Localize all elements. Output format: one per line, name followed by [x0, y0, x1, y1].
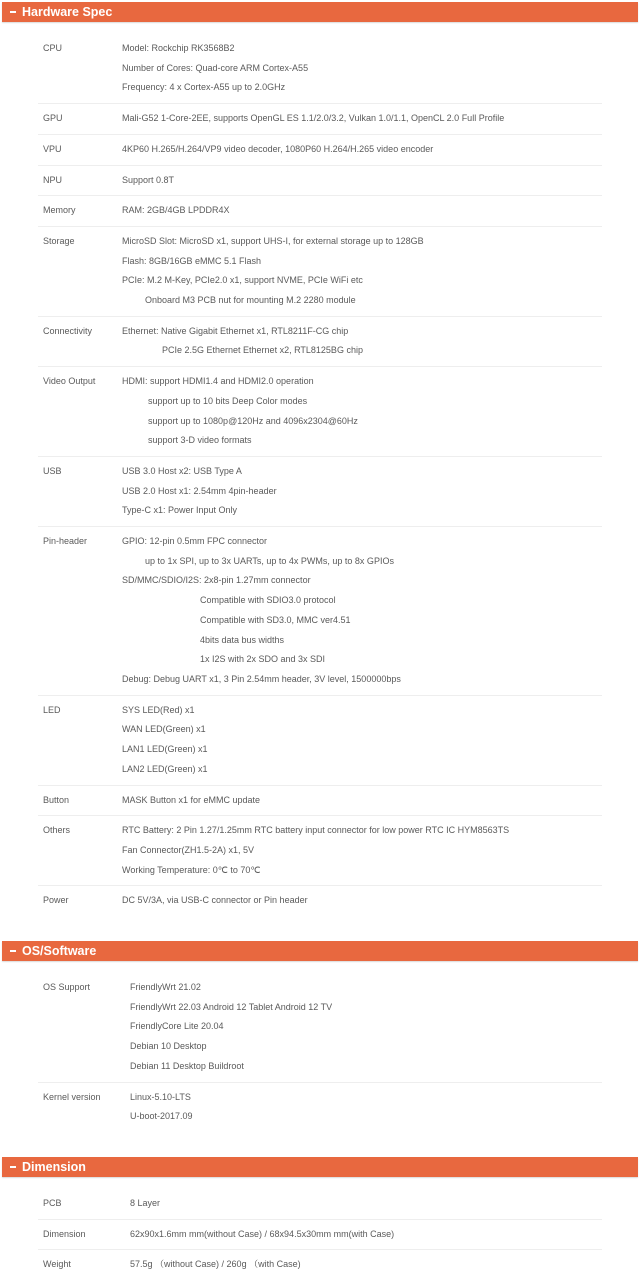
spec-values — [122, 140, 602, 160]
spec-value-line: U-boot-2017.09 — [130, 1111, 193, 1122]
spec-value-line: Debian 11 Desktop Buildroot — [130, 1060, 244, 1071]
spec-value-line: PCIe: M.2 M-Key, PCIe2.0 x1, support NVME, PCIe WiFi etc — [122, 275, 363, 286]
spec-label: Button — [43, 794, 70, 805]
spec-label: OS Support — [43, 982, 91, 993]
spec-values — [130, 1088, 602, 1127]
spec-row-storage — [38, 226, 602, 316]
spec-row-vpu — [38, 134, 602, 165]
spec-value-line: HDMI: support HDMI1.4 and HDMI2.0 operation — [122, 376, 314, 387]
spec-label: Others — [43, 825, 71, 836]
section-os-software — [0, 941, 640, 1132]
spec-label: Connectivity — [43, 325, 93, 336]
spec-value-line: Frequency: 4 x Cortex-A55 up to 2.0GHz — [122, 82, 286, 93]
spec-value-line: 4bits data bus widths — [200, 634, 285, 645]
spec-value-line: LAN1 LED(Green) x1 — [122, 744, 208, 755]
spec-value-line: support up to 10 bits Deep Color modes — [148, 395, 308, 406]
spec-page — [0, 2, 640, 1280]
spec-label: USB — [43, 465, 62, 476]
section-title: Dimension — [22, 1159, 86, 1174]
spec-row-memory — [38, 195, 602, 226]
spec-value-line: Model: Rockchip RK3568B2 — [122, 43, 235, 53]
spec-label: Dimension — [43, 1228, 86, 1239]
spec-value-line: FriendlyCore Lite 20.04 — [130, 1021, 224, 1032]
spec-value-line: up to 1x SPI, up to 3x UARTs, up to 4x PWMs, up to 8x GPIOs — [145, 555, 394, 566]
spec-value-line: Number of Cores: Quad-core ARM Cortex-A55 — [122, 62, 309, 73]
minus-icon — [10, 1166, 16, 1168]
section-header-hardware-spec[interactable] — [2, 2, 638, 22]
spec-label: Memory — [43, 205, 76, 216]
spec-label: VPU — [43, 143, 62, 154]
section-dimension — [0, 1157, 640, 1280]
spec-values — [122, 232, 602, 311]
section-hardware-spec — [0, 2, 640, 916]
spec-label: Pin-header — [43, 536, 88, 547]
spec-row-led — [38, 695, 602, 785]
spec-row-others — [38, 815, 602, 885]
spec-row-kernel-version — [38, 1082, 602, 1132]
spec-values — [122, 791, 602, 811]
spec-value-line: support up to 1080p@120Hz and 4096x2304@60Hz — [148, 415, 358, 426]
spec-row-pin-header — [38, 526, 602, 695]
spec-value-line: WAN LED(Green) x1 — [122, 724, 206, 735]
spec-label: Storage — [43, 235, 75, 246]
spec-value-line: support 3-D video formats — [148, 435, 252, 446]
spec-value-line: Working Temperature: 0℃ to 70℃ — [122, 864, 261, 875]
spec-values — [122, 821, 602, 880]
spec-values — [122, 171, 602, 191]
spec-value-line: 57.5g （without Case) / 260g （with Case) — [130, 1259, 301, 1270]
spec-value-line: Support 0.8T — [122, 174, 175, 185]
spec-value-line: DC 5V/3A, via USB-C connector or Pin header — [122, 895, 308, 906]
section-title: OS/Software — [22, 944, 97, 959]
spec-value-line: USB 3.0 Host x2: USB Type A — [122, 465, 242, 476]
spec-value-line: MASK Button x1 for eMMC update — [122, 794, 261, 805]
spec-label: Weight — [43, 1259, 71, 1270]
spec-value-line: Ethernet: Native Gigabit Ethernet x1, RTL8211F-CG chip — [122, 325, 349, 336]
spec-label: Power — [43, 895, 69, 906]
section-header-os-software[interactable] — [2, 941, 638, 961]
spec-value-line: 62x90x1.6mm mm(without Case) / 68x94.5x30mm mm(with Case) — [130, 1228, 395, 1239]
spec-label: CPU — [43, 43, 63, 53]
spec-row-gpu — [38, 103, 602, 134]
minus-icon — [10, 950, 16, 952]
spec-value-line: RTC Battery: 2 Pin 1.27/1.25mm RTC battery input connector for low power RTC IC HYM8563TS — [122, 825, 510, 836]
spec-row-weight — [38, 1249, 602, 1280]
spec-row-usb — [38, 456, 602, 526]
spec-value-line: Type-C x1: Power Input Only — [122, 505, 238, 516]
spec-row-cpu — [38, 34, 602, 103]
section-title: Hardware Spec — [22, 5, 113, 19]
spec-label: LED — [43, 704, 61, 715]
spec-value-line: 1x I2S with 2x SDO and 3x SDI — [200, 654, 326, 665]
spec-values — [130, 1225, 602, 1245]
spec-values — [130, 978, 602, 1077]
spec-values — [130, 1194, 602, 1214]
spec-row-power — [38, 885, 602, 916]
spec-value-line: Flash: 8GB/16GB eMMC 5.1 Flash — [122, 255, 262, 266]
spec-value-line: Fan Connector(ZH1.5-2A) x1, 5V — [122, 844, 255, 855]
spec-row-pcb — [38, 1189, 602, 1219]
spec-table — [0, 1177, 640, 1280]
spec-value-line: Compatible with SD3.0, MMC ver4.51 — [200, 614, 351, 625]
spec-value-line: LAN2 LED(Green) x1 — [122, 763, 208, 774]
spec-row-button — [38, 785, 602, 816]
spec-value-line: GPIO: 12-pin 0.5mm FPC connector — [122, 536, 268, 547]
spec-value-line: FriendlyWrt 22.03 Android 12 Tablet Android 12 TV — [130, 1001, 333, 1012]
spec-label: GPU — [43, 113, 63, 124]
minus-icon — [10, 11, 16, 13]
spec-value-line: SD/MMC/SDIO/I2S: 2x8-pin 1.27mm connector — [122, 575, 311, 586]
spec-row-os-support — [38, 973, 602, 1082]
spec-value-line: MicroSD Slot: MicroSD x1, support UHS-I, for external storage up to 128GB — [122, 235, 424, 246]
spec-values — [122, 201, 602, 221]
spec-row-connectivity — [38, 316, 602, 366]
spec-values — [122, 891, 602, 911]
spec-value-line: PCIe 2.5G Ethernet Ethernet x2, RTL8125BG chip — [162, 345, 363, 356]
spec-values — [122, 109, 602, 129]
spec-value-line: Debian 10 Desktop — [130, 1041, 207, 1052]
spec-value-line: SYS LED(Red) x1 — [122, 704, 195, 715]
spec-values — [122, 532, 602, 690]
spec-values — [122, 322, 602, 361]
spec-value-line: 8 Layer — [130, 1197, 161, 1208]
spec-value-line: FriendlyWrt 21.02 — [130, 982, 201, 993]
spec-values — [122, 372, 602, 451]
spec-value-line: Compatible with SDIO3.0 protocol — [200, 595, 336, 606]
spec-row-npu — [38, 165, 602, 196]
spec-values — [130, 1255, 602, 1275]
spec-value-line: Linux-5.10-LTS — [130, 1091, 191, 1102]
spec-row-dimension — [38, 1219, 602, 1250]
spec-value-line: RAM: 2GB/4GB LPDDR4X — [122, 205, 230, 216]
spec-row-video-output — [38, 366, 602, 456]
spec-value-line: 4KP60 H.265/H.264/VP9 video decoder, 1080P60 H.264/H.265 video encoder — [122, 143, 434, 154]
spec-label: Kernel version — [43, 1091, 101, 1102]
spec-value-line: Debug: Debug UART x1, 3 Pin 2.54mm header, 3V level, 1500000bps — [122, 673, 401, 684]
spec-table — [0, 22, 640, 916]
spec-values — [122, 39, 602, 98]
spec-value-line: Mali-G52 1-Core-2EE, supports OpenGL ES 1.1/2.0/3.2, Vulkan 1.0/1.1, OpenCL 2.0 Full Profile — [122, 113, 505, 124]
spec-label: PCB — [43, 1197, 62, 1208]
spec-label: Video Output — [43, 376, 96, 387]
spec-value-line: Onboard M3 PCB nut for mounting M.2 2280 module — [145, 295, 356, 306]
spec-table — [0, 961, 640, 1132]
spec-value-line: USB 2.0 Host x1: 2.54mm 4pin-header — [122, 485, 277, 496]
section-header-dimension[interactable] — [2, 1157, 638, 1177]
spec-values — [122, 462, 602, 521]
spec-values — [122, 701, 602, 780]
spec-label: NPU — [43, 174, 63, 185]
